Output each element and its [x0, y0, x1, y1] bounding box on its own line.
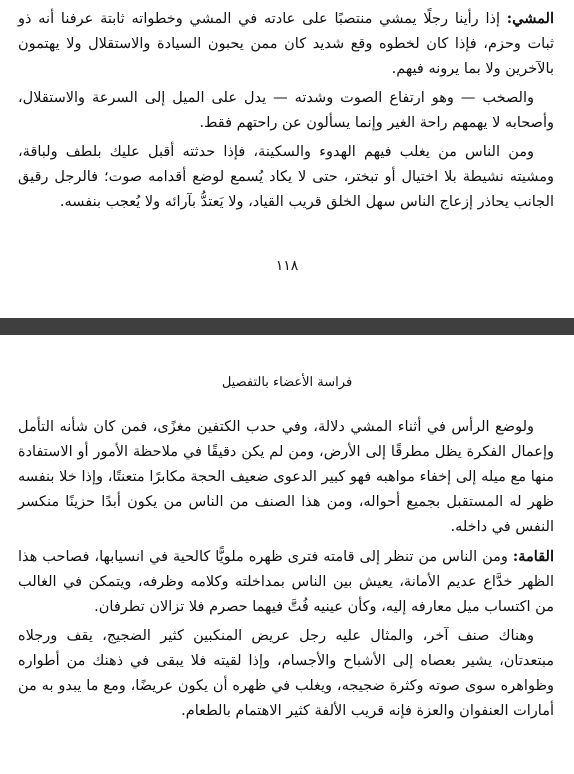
- paragraph-broad-shoulders: وهناك صنف آخر، والمثال عليه رجل عريض المنكبين كثير الضجيج، يقف ورجلاه مبتعدتان، يشير بعصاه إلى الأشباح والأجسام، وإذا لقيته فلا يبقى في ذهنك من أطواره وظواهره سوى صوته وكثرة ضجيجه، ويغلب في ظهره أن يكون عريضًا، ومع ما يبدو به من أمارات العنفوان والعزة فإنه قريب الألفة كثير الاهتمام بالطعام.: [18, 628, 554, 719]
- paragraph-stature-text: ومن الناس من تنظر إلى قامته فترى ظهره ملويًّا كالحية في انسيابها، فصاحب هذا الظهر خدَّاع عديم الأمانة، يعيش بين الناس بمداخلته وكلامه وظرفه، ويتمكن في الغالب من اكتساب ميل معارفه إليه، وكأن عينيه فُتَّ فيهما حصرم فلا تزالان تطرفان.: [18, 549, 554, 615]
- paragraph-noise: والصخب — وهو ارتفاع الصوت وشدته — يدل على الميل إلى السرعة والاستقلال، وأصحابه لا يهمهم راحة الغير وإنما يسألون عن راحتهم فقط.: [18, 90, 554, 131]
- term-stature: القامة:: [512, 548, 554, 565]
- paragraph-walking-text: إذا رأينا رجلًا يمشي منتصبًا على عادته في المشي وخطواته ثابتة عرفنا أنه ذو ثبات وحزم، فإذا كان لخطوه وقع شديد كان ممن يحبون السيادة والاستقلال ولا يهتمون بالآخرين ولا بما يرونه فيهم.: [18, 11, 554, 77]
- paragraph-stature: [18, 544, 554, 620]
- term-walking: المشي:: [506, 10, 554, 27]
- page-number: ١١٨: [275, 258, 299, 274]
- paragraph-calm: ومن الناس من يغلب فيهم الهدوء والسكينة، فإذا حدثته أقبل عليك بلطف ولباقة، ومشيته نشيطة بلا اختيال أو تبختر، حتى لا يكاد يُسمع لوضع أقدامه صوت؛ فالرجل رقيق الجانب يحاذر إزعاج الناس سهل الخلق قريب القياد، ولا يَعتدُّ بآرائه ولا يُعجب بنفسه.: [18, 144, 554, 210]
- lower-page-body: [18, 415, 554, 728]
- upper-book-page: [0, 0, 574, 318]
- lower-book-page: [0, 335, 574, 774]
- page-divider: [0, 318, 574, 335]
- paragraph-walking: [18, 6, 554, 82]
- upper-page-body: [18, 6, 554, 219]
- paragraph-head-posture: ولوضع الرأس في أثناء المشي دلالة، وفي حدب الكتفين مغزًى، فمن كان شأنه التأمل وإعمال الفكرة يظل مطرقًا إلى الأرض، ومن لم يكن دقيقًا في ملاحظة الأمور أو الاستفادة منها مع ميله إلى إخفاء مواهبه فهو كبير الدعوى ضعيف الحجة مكابرًا متعنتًا، وإذا خلا بنفسه ظهر له المستقبل بجميع أحواله، ومن هذا الصنف من الناس من يكون أبدًا حزينًا منكسر النفس في داخله.: [18, 419, 554, 535]
- running-header: فراسة الأعضاء بالتفصيل: [221, 375, 353, 390]
